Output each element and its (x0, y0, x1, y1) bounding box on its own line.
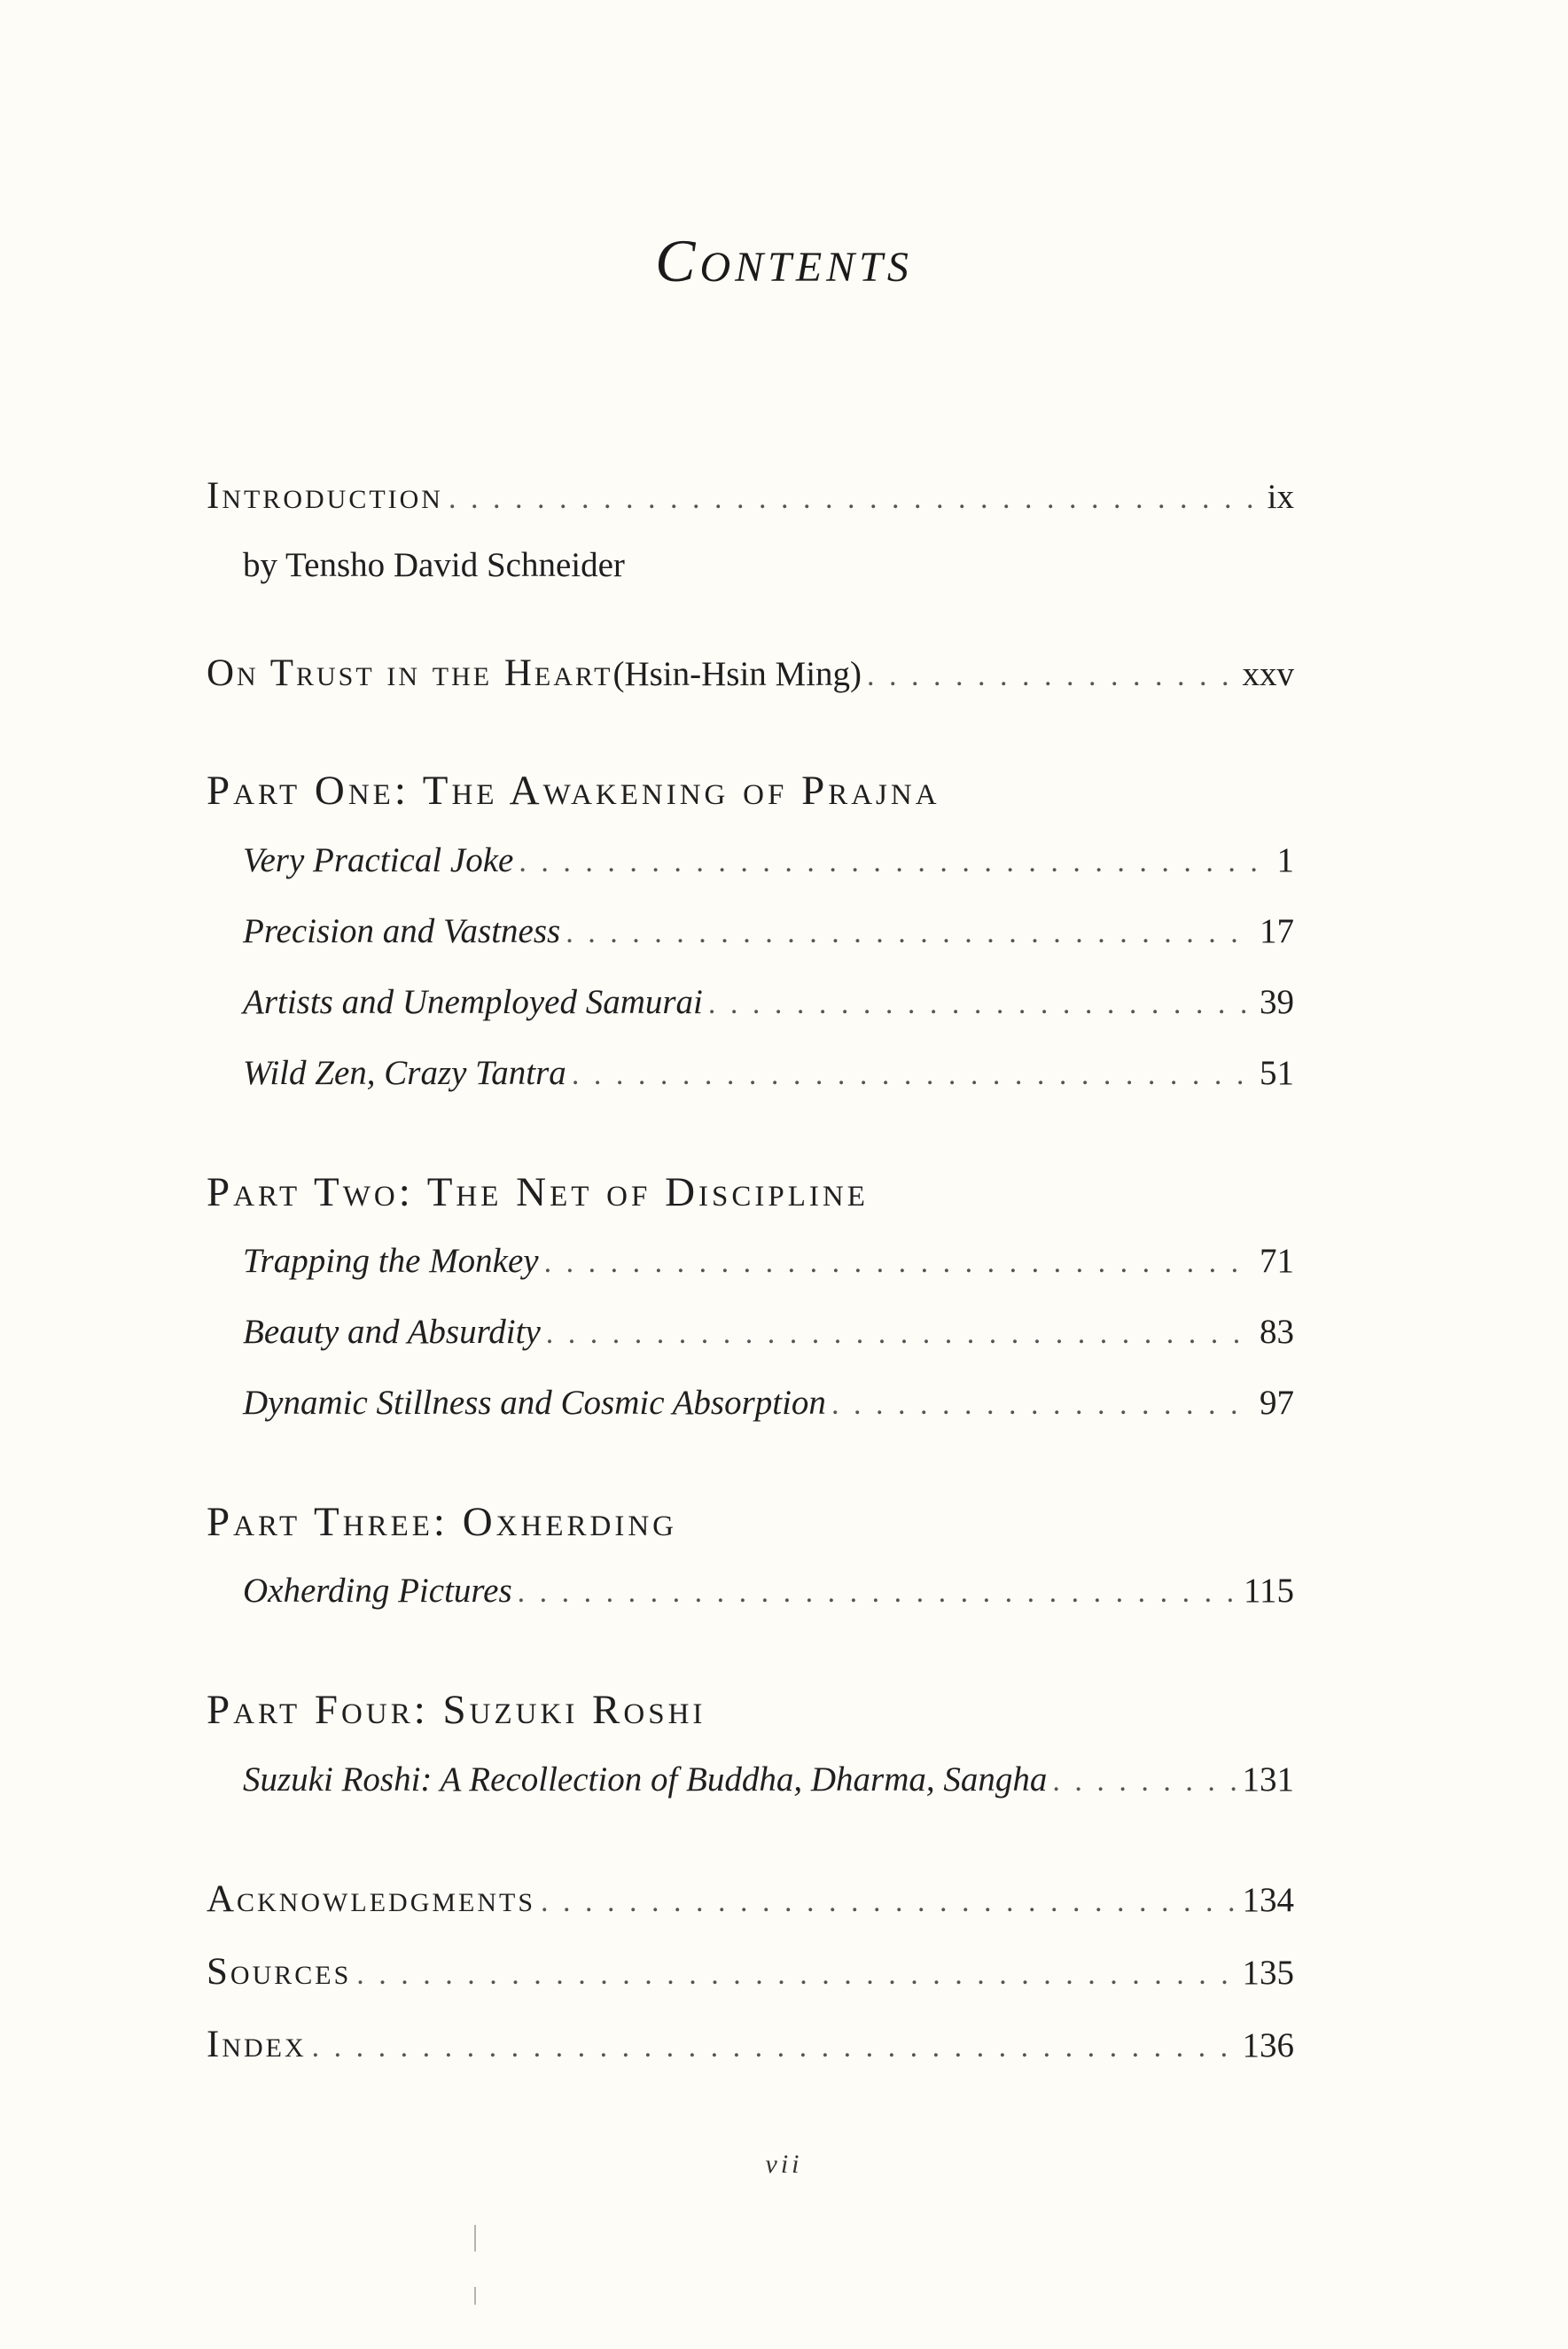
entry-subtitle: (Hsin-Hsin Ming) (612, 655, 862, 693)
toc-chapter[interactable] (243, 1312, 1294, 1352)
toc-chapter[interactable] (243, 1383, 1294, 1423)
part-heading: Part Four: Suzuki Roshi (207, 1687, 706, 1733)
dot-leader (541, 1885, 1236, 1919)
chapter-title: Trapping the Monkey (243, 1242, 539, 1280)
page-number: 131 (1242, 1760, 1294, 1799)
dot-leader (518, 1576, 1238, 1610)
page-number: ix (1267, 478, 1294, 516)
toc-chapter[interactable] (243, 840, 1294, 880)
toc-chapter[interactable] (243, 982, 1294, 1022)
entry-label: Index (207, 2024, 307, 2065)
chapter-title: Beauty and Absurdity (243, 1313, 541, 1351)
toc-entry-trust-in-the-heart[interactable] (207, 652, 1294, 695)
entry-label: Introduction (207, 475, 443, 517)
page-folio: vii (765, 2150, 803, 2179)
entry-label: Acknowledgments (207, 1878, 536, 1920)
toc-entry-acknowledgments[interactable] (207, 1877, 1294, 1921)
dot-leader (356, 1958, 1236, 1992)
toc-entry-introduction[interactable] (207, 474, 1294, 518)
dot-leader (831, 1388, 1254, 1422)
dot-leader (544, 1246, 1254, 1280)
entry-label: On Trust in the Heart (207, 652, 613, 694)
dot-leader (1052, 1765, 1236, 1799)
entry-label: Sources (207, 1951, 352, 1993)
page-number: 134 (1242, 1881, 1294, 1919)
chapter-title: Precision and Vastness (243, 912, 561, 950)
toc-chapter[interactable] (243, 1053, 1294, 1093)
page-number: 115 (1243, 1572, 1294, 1610)
introduction-byline: by Tensho David Schneider (243, 546, 625, 584)
dot-leader (572, 1058, 1254, 1092)
chapter-title: Oxherding Pictures (243, 1572, 512, 1610)
toc-chapter[interactable] (243, 1241, 1294, 1281)
toc-chapter[interactable] (243, 1571, 1294, 1611)
dot-leader (566, 917, 1254, 950)
page-title: Contents (655, 227, 913, 294)
part-heading: Part Three: Oxherding (207, 1499, 677, 1545)
part-heading: Part One: The Awakening of Prajna (207, 768, 940, 814)
chapter-title: Wild Zen, Crazy Tantra (243, 1054, 566, 1092)
dot-leader (312, 2031, 1237, 2064)
dot-leader (867, 659, 1236, 693)
page-number: xxv (1242, 655, 1294, 693)
dot-leader (449, 482, 1262, 516)
chapter-title: Suzuki Roshi: A Recollection of Buddha, Dharma, Sangha (243, 1760, 1048, 1799)
page-number: 39 (1260, 983, 1294, 1021)
part-heading: Part Two: The Net of Discipline (207, 1169, 869, 1215)
page-number: 97 (1260, 1384, 1294, 1422)
dot-leader (519, 846, 1271, 879)
page-number: 135 (1242, 1954, 1294, 1992)
page-number: 17 (1260, 912, 1294, 950)
page-number: 71 (1260, 1242, 1294, 1280)
dot-leader (708, 987, 1254, 1021)
toc-chapter[interactable] (243, 1760, 1294, 1799)
page-number: 83 (1260, 1313, 1294, 1351)
scan-mark (474, 2225, 476, 2251)
toc-chapter[interactable] (243, 911, 1294, 951)
page-number: 136 (1242, 2026, 1294, 2064)
toc-entry-sources[interactable] (207, 1950, 1294, 1994)
page-number: 51 (1260, 1054, 1294, 1092)
page-number: 1 (1276, 841, 1294, 879)
scan-mark (474, 2287, 476, 2305)
chapter-title: Dynamic Stillness and Cosmic Absorption (243, 1384, 826, 1422)
toc-entry-index[interactable] (207, 2023, 1294, 2066)
chapter-title: Artists and Unemployed Samurai (243, 983, 703, 1021)
chapter-title: Very Practical Joke (243, 841, 514, 879)
dot-leader (546, 1317, 1254, 1351)
